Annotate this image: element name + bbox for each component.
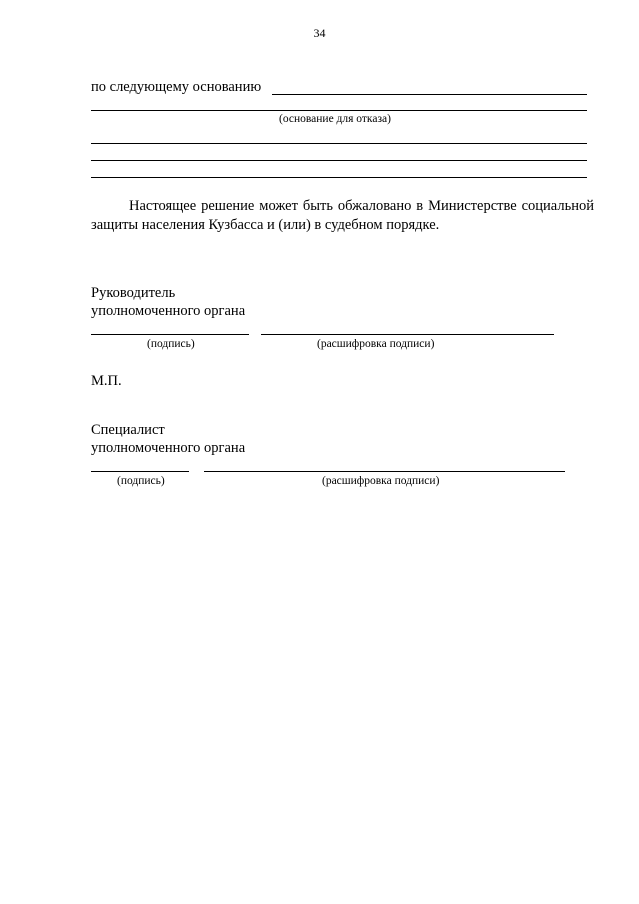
specialist-signature-line bbox=[91, 471, 189, 472]
appeal-paragraph: Настоящее решение может быть обжаловано в Министерстве социальной защиты населения Кузбасса и (или) в судебном порядке. bbox=[91, 198, 594, 233]
basis-fill-line-3 bbox=[91, 143, 587, 144]
seal-mark: М.П. bbox=[91, 373, 122, 389]
specialist-decoding-line bbox=[204, 471, 565, 472]
basis-fill-line-2 bbox=[91, 110, 587, 111]
basis-fill-line-4 bbox=[91, 160, 587, 161]
basis-fill-line-5 bbox=[91, 177, 587, 178]
specialist-decoding-caption: (расшифровка подписи) bbox=[322, 475, 440, 487]
specialist-signature-caption: (подпись) bbox=[117, 475, 165, 487]
basis-fill-line-1 bbox=[272, 94, 587, 95]
head-decoding-caption: (расшифровка подписи) bbox=[317, 338, 435, 350]
head-decoding-line bbox=[261, 334, 554, 335]
specialist-title-line-1: Специалист bbox=[91, 422, 165, 438]
head-title-line-2: уполномоченного органа bbox=[91, 303, 246, 319]
page-number: 34 bbox=[313, 26, 326, 40]
basis-caption: (основание для отказа) bbox=[279, 113, 391, 125]
basis-lead-text: по следующему основанию bbox=[91, 79, 262, 95]
head-title-line-1: Руководитель bbox=[91, 285, 176, 301]
head-signature-caption: (подпись) bbox=[147, 338, 195, 350]
head-signature-line bbox=[91, 334, 249, 335]
specialist-title-line-2: уполномоченного органа bbox=[91, 440, 246, 456]
